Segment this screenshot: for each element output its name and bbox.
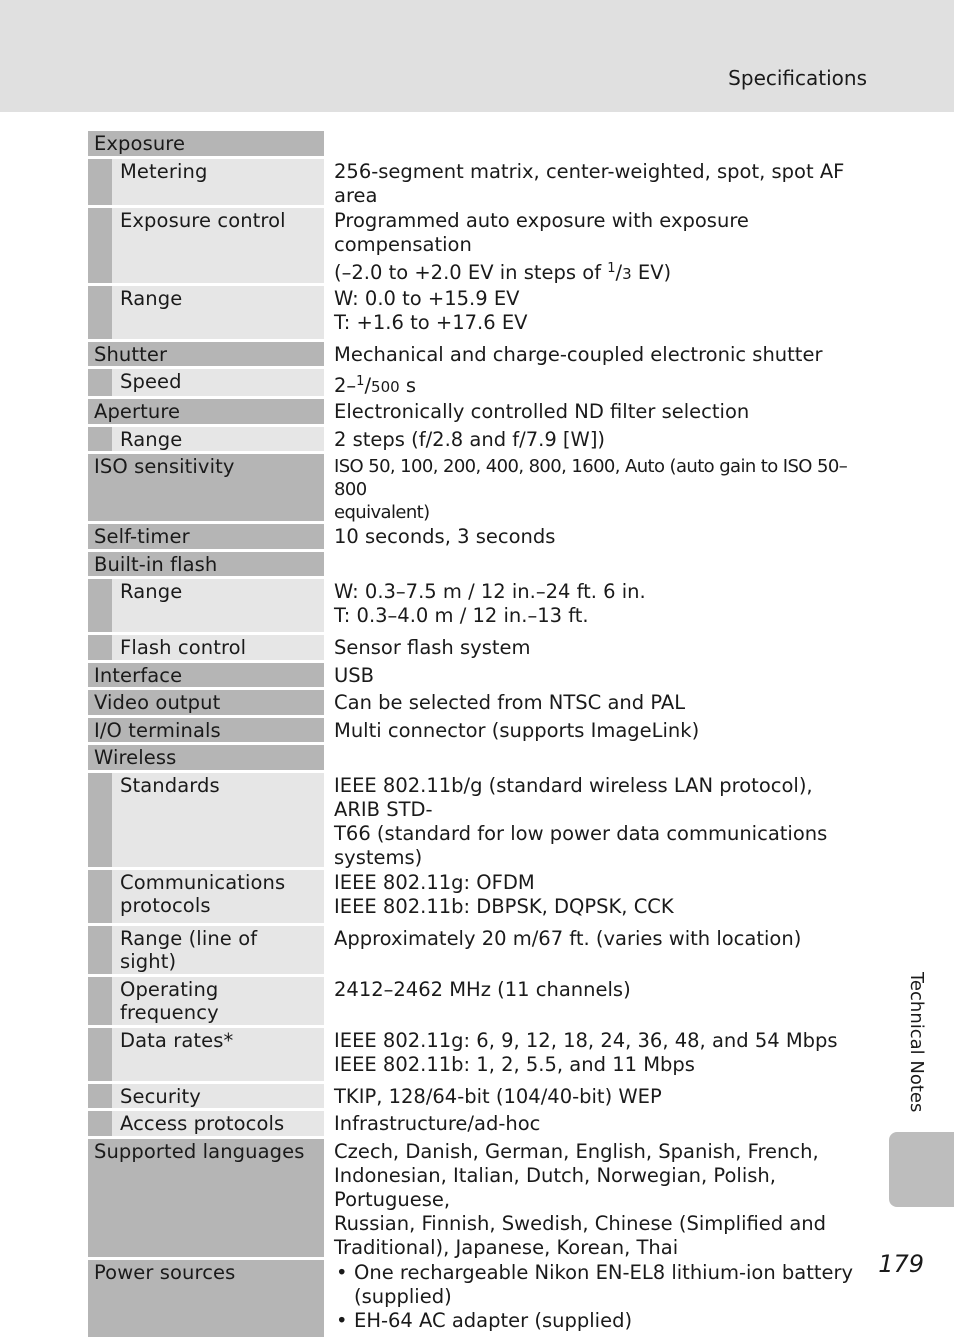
spec-item-label: Range [112,579,324,632]
page-title: Specifications [728,66,867,90]
group-indent [88,773,112,867]
spec-group-label: Self-timer [88,524,324,552]
spec-value [327,131,868,159]
spec-group-label: Video output [88,690,324,718]
spec-value: IEEE 802.11b/g (standard wireless LAN protocol), ARIB STD- T66 (standard for low power data communications systems) [334,773,828,869]
spec-row [88,208,868,286]
spec-row [88,286,868,342]
spec-value: Electronically controlled ND filter selection [334,400,750,423]
spec-table [88,131,868,1340]
spec-value [327,552,868,580]
spec-value: Programmed auto exposure with exposure compensation (–2.0 to +2.0 EV in steps of $^1$/3 EV) [334,208,749,284]
spec-item-cell [88,1111,324,1139]
spec-item-label: Range [112,286,324,339]
spec-item-cell [88,579,324,635]
spec-row [88,1111,868,1139]
group-indent [88,286,112,339]
spec-value: 2 steps (f/2.8 and f/7.9 [W]) [334,427,606,451]
group-indent [88,208,112,283]
spec-row [88,1028,868,1084]
spec-row [88,579,868,635]
spec-item-label: Communications protocols [112,870,324,923]
spec-item-label: Flash control [112,635,324,660]
spec-value: Sensor flash system [334,636,531,659]
spec-value: W: 0.3–7.5 m / 12 in.–24 ft. 6 in. T: 0.3–4.0 m / 12 in.–13 ft. [334,580,646,627]
spec-group-label: Shutter [88,342,324,370]
spec-group-label: Aperture [88,399,324,427]
group-indent [88,579,112,632]
spec-row [88,663,868,691]
group-indent [88,369,112,396]
spec-value: 2412–2462 MHz (11 channels) [334,977,631,1001]
spec-item-cell [88,286,324,342]
spec-group-label: Wireless [88,745,324,773]
spec-value: Infrastructure/ad-hoc [334,1112,541,1135]
group-indent [88,977,112,1025]
page-number: 179 [878,1250,924,1278]
spec-value: W: 0.0 to +15.9 EV T: +1.6 to +17.6 EV [334,286,528,334]
spec-item-cell [88,773,324,870]
spec-item-cell [88,369,324,399]
spec-row [88,926,868,977]
group-indent [88,427,112,452]
spec-row [88,745,868,773]
group-indent [88,1084,112,1109]
spec-row [88,131,868,159]
spec-row [88,552,868,580]
spec-row [88,977,868,1028]
spec-row [88,870,868,926]
spec-row [88,342,868,370]
section-tab [889,1132,954,1207]
group-indent [88,635,112,660]
spec-item-cell [88,926,324,977]
spec-value: IEEE 802.11g: OFDM IEEE 802.11b: DBPSK, DQPSK, CCK [334,870,674,918]
spec-value [327,1260,868,1340]
spec-item-label: Exposure control [112,208,324,283]
spec-value: USB [334,663,375,687]
spec-row [88,399,868,427]
section-tab-label: Technical Notes [906,972,927,1113]
spec-item-label: Access protocols [112,1111,324,1136]
bullet-item: • One rechargeable Nikon EN-EL8 lithium-ion battery (supplied) [334,1261,864,1309]
spec-item-cell [88,1084,324,1112]
spec-item-cell [88,159,324,208]
spec-row [88,1084,868,1112]
spec-value: TKIP, 128/64-bit (104/40-bit) WEP [334,1084,662,1108]
spec-value: Can be selected from NTSC and PAL [334,691,686,714]
group-indent [88,870,112,923]
header-band [0,0,954,112]
spec-item-cell [88,635,324,663]
spec-item-cell [88,208,324,286]
spec-group-label: Supported languages [88,1139,324,1260]
spec-group-label: Power sources [88,1260,324,1340]
spec-group-label: Built-in flash [88,552,324,580]
spec-row [88,454,868,524]
spec-group-label: ISO sensitivity [88,454,324,524]
spec-row [88,718,868,746]
spec-row [88,427,868,455]
spec-value: Multi connector (supports ImageLink) [334,718,700,742]
spec-item-label: Data rates* [112,1028,324,1081]
spec-item-label: Standards [112,773,324,867]
spec-item-label: Metering [112,159,324,205]
spec-value: 10 seconds, 3 seconds [334,525,556,548]
spec-row [88,524,868,552]
spec-value: 256-segment matrix, center-weighted, spot, spot AF area [334,159,845,207]
group-indent [88,926,112,974]
spec-item-cell [88,427,324,455]
spec-item-cell [88,1028,324,1084]
group-indent [88,1111,112,1136]
spec-row [88,159,868,208]
spec-value: Czech, Danish, German, English, Spanish, French, Indonesian, Italian, Dutch, Norwegian, Polish, Portuguese, Russian, Finnish, Swedish, Chinese (Simplified and Traditional), Japanese, Korean, Thai [334,1139,827,1259]
spec-group-label: I/O terminals [88,718,324,746]
spec-item-cell [88,977,324,1028]
group-indent [88,159,112,205]
spec-value: Approximately 20 m/67 ft. (varies with location) [334,926,802,950]
spec-item-label: Security [112,1084,324,1109]
group-indent [88,1028,112,1081]
spec-item-label: Range (line of sight) [112,926,324,974]
spec-row [88,690,868,718]
spec-value: 2–$^1$/500 s [334,374,417,397]
spec-group-label: Interface [88,663,324,691]
spec-group-label: Exposure [88,131,324,159]
spec-row [88,773,868,870]
spec-value: Mechanical and charge-coupled electronic shutter [334,342,823,366]
spec-item-label: Range [112,427,324,452]
spec-value: IEEE 802.11g: 6, 9, 12, 18, 24, 36, 48, and 54 Mbps IEEE 802.11b: 1, 2, 5.5, and 11 Mbps [334,1028,838,1076]
spec-item-cell [88,870,324,926]
spec-value: ISO 50, 100, 200, 400, 800, 1600, Auto (auto gain to ISO 50–800 equivalent) [334,456,848,523]
spec-value [327,745,868,773]
spec-row [88,635,868,663]
spec-row [88,1139,868,1260]
spec-item-label: Speed [112,369,324,396]
spec-item-label: Operating frequency [112,977,324,1025]
spec-row [88,369,868,399]
spec-row [88,1260,868,1340]
bullet-item: • EH-64 AC adapter (supplied) [334,1309,864,1333]
